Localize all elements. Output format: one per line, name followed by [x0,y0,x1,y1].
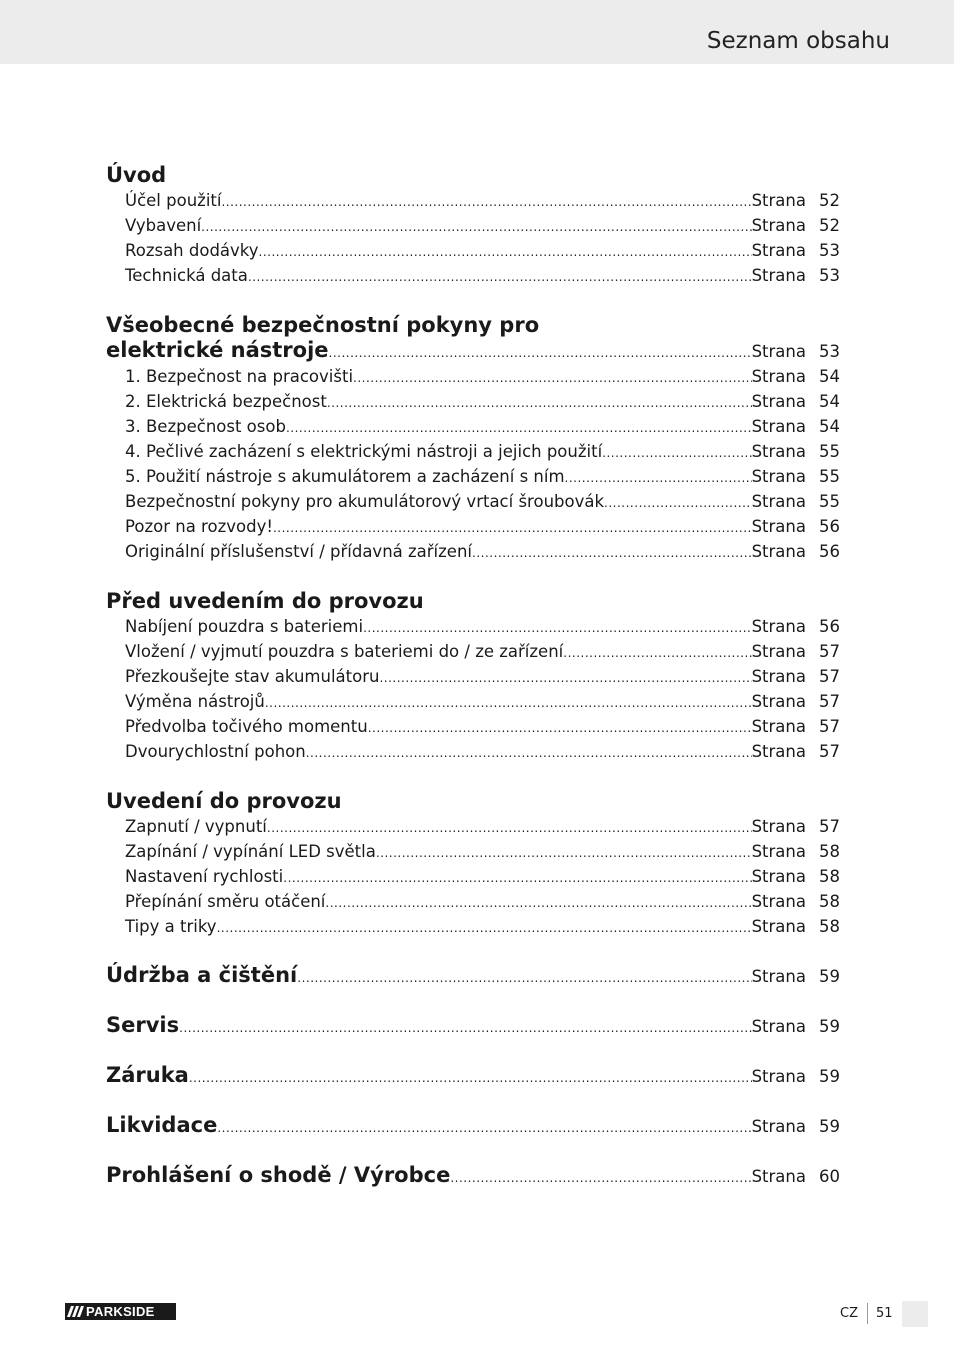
toc-section-likvidace [106,1113,840,1139]
toc-section-uvod [106,162,840,288]
toc-entry[interactable] [106,864,840,889]
toc-entry-label: Technická data [125,266,248,285]
dot-leader [327,391,752,416]
toc-entry-page: 53 [819,266,840,285]
strana-label: Strana [751,1017,806,1036]
section-heading: Všeobecné bezpečnostní pokyny pro [106,313,540,337]
toc-entry[interactable] [106,639,840,664]
dot-leader [353,366,752,391]
toc-entry[interactable] [106,889,840,914]
toc-entry[interactable] [106,414,840,439]
dot-leader [565,466,752,491]
dot-leader [363,616,752,641]
dot-leader [248,265,752,290]
toc-entry-label: Zapnutí / vypnutí [125,817,267,836]
toc-entry-label: Pozor na rozvody! [125,517,273,536]
section-heading: Záruka [106,1063,189,1087]
toc-entry-label: 4. Pečlivé zacházení s elektrickými nástroji a jejich použití [125,442,603,461]
strana-label: Strana [751,442,806,461]
page-title: Seznam obsahu [706,28,890,54]
section-heading: Údržba a čištění [106,963,298,987]
toc-entry-page: 59 [819,1117,840,1136]
toc-entry-page: 57 [819,642,840,661]
section-heading: Prohlášení o shodě / Výrobce [106,1163,451,1187]
toc-entry-label: Vložení / vyjmutí pouzdra s bateriemi do / ze zařízení [125,642,564,661]
strana-label: Strana [751,216,806,235]
toc-entry-label: Nastavení rychlosti [125,867,284,886]
dot-leader [325,891,751,916]
toc-section-bezpecnost [106,312,840,564]
toc-entry[interactable] [106,263,840,288]
strana-label: Strana [751,742,806,761]
page-number: 51 [876,1306,893,1321]
toc-entry-page: 59 [819,1017,840,1036]
toc-entry-page: 53 [819,342,840,361]
toc-entry[interactable] [106,489,840,514]
toc-entry-page: 56 [819,517,840,536]
toc-entry-page: 59 [819,1067,840,1086]
strana-label: Strana [751,617,806,636]
section-heading: Servis [106,1013,180,1037]
dot-leader [201,215,751,240]
toc-entry-page: 54 [819,367,840,386]
strana-label: Strana [751,667,806,686]
strana-label: Strana [751,867,806,886]
toc-entry-page: 57 [819,717,840,736]
dot-leader [217,1116,751,1141]
strana-label: Strana [751,392,806,411]
toc-entry[interactable] [106,213,840,238]
toc-entry-page: 58 [819,867,840,886]
dot-leader [221,190,751,215]
strana-label: Strana [751,492,806,511]
footer-divider [867,1303,868,1324]
strana-label: Strana [751,241,806,260]
dot-leader [306,741,752,766]
dot-leader [376,841,752,866]
toc-section-uvedeni [106,788,840,939]
strana-label: Strana [751,266,806,285]
toc-entry[interactable] [106,664,840,689]
strana-label: Strana [751,717,806,736]
section-heading: Likvidace [106,1113,218,1137]
toc-entry-page: 58 [819,892,840,911]
section-heading: Uvedení do provozu [106,789,342,813]
toc-section-prohlaseni [106,1163,840,1189]
toc-entry-page: 56 [819,542,840,561]
toc-entry-page: 56 [819,617,840,636]
dot-leader [379,666,751,691]
toc-entry[interactable] [106,464,840,489]
toc-entry[interactable] [106,814,840,839]
toc-entry-heading[interactable] [106,1063,840,1089]
toc-entry-page: 58 [819,842,840,861]
toc-entry-page: 55 [819,442,840,461]
dot-leader [450,1166,751,1191]
dot-leader [273,516,752,541]
toc-entry-label: 2. Elektrická bezpečnost [125,392,327,411]
dot-leader [179,1016,751,1041]
toc-entry[interactable] [106,364,840,389]
toc-section-zaruka [106,1063,840,1089]
dot-leader [267,816,752,841]
toc-entry[interactable] [106,739,840,764]
toc-entry-page: 53 [819,241,840,260]
toc-entry-page: 54 [819,417,840,436]
language-code: CZ [840,1306,858,1321]
dot-leader [189,1066,752,1091]
toc-entry-page: 60 [819,1167,840,1186]
toc-entry-label: Nabíjení pouzdra s bateriemi [125,617,364,636]
dot-leader [604,491,752,516]
dot-leader [265,691,752,716]
dot-leader [217,916,752,941]
strana-label: Strana [751,367,806,386]
dot-leader [563,641,751,666]
toc-section-udrzba [106,963,840,989]
toc-entry[interactable] [106,714,840,739]
strana-label: Strana [751,1067,806,1086]
strana-label: Strana [751,842,806,861]
toc-entry-label: Zapínání / vypínání LED světla [125,842,376,861]
toc-entry-page: 55 [819,467,840,486]
toc-entry-page: 52 [819,191,840,210]
strana-label: Strana [751,1167,806,1186]
strana-label: Strana [751,191,806,210]
dot-leader [286,416,752,441]
parkside-logo [65,1303,176,1320]
dot-leader [368,716,752,741]
toc-entry-label: Dvourychlostní pohon [125,742,306,761]
strana-label: Strana [751,517,806,536]
toc-entry[interactable] [106,389,840,414]
section-heading-continued: elektrické nástroje [106,338,329,362]
toc-entry[interactable] [106,238,840,263]
brand-name: PARKSIDE [86,1304,155,1319]
section-heading: Úvod [106,163,167,187]
toc-entry[interactable] [106,514,840,539]
strana-label: Strana [751,967,806,986]
toc-entry-label: 5. Použití nástroje s akumulátorem a zacházení s ním [125,467,565,486]
toc-entry-page: 57 [819,692,840,711]
toc-entry-label: Rozsah dodávky [125,241,259,260]
strana-label: Strana [751,342,806,361]
toc-entry-page: 59 [819,967,840,986]
toc-section-pred-uvedenim [106,588,840,764]
toc-entry-page: 52 [819,216,840,235]
footer-tab-marker [902,1301,928,1327]
dot-leader [283,866,751,891]
strana-label: Strana [751,642,806,661]
table-of-contents [106,162,840,1213]
dot-leader [259,240,752,265]
toc-entry-page: 54 [819,392,840,411]
toc-entry-label: Výměna nástrojů [125,692,265,711]
dot-leader [329,341,752,366]
toc-entry[interactable] [106,539,840,564]
toc-entry-heading[interactable] [106,338,840,364]
toc-entry[interactable] [106,914,840,939]
strana-label: Strana [751,817,806,836]
strana-label: Strana [751,692,806,711]
toc-entry[interactable] [106,839,840,864]
header-band [0,0,954,64]
toc-entry-page: 58 [819,917,840,936]
toc-entry-page: 57 [819,742,840,761]
strana-label: Strana [751,467,806,486]
dot-leader [472,541,752,566]
toc-entry[interactable] [106,614,840,639]
toc-entry-heading[interactable] [106,1013,840,1039]
toc-entry-page: 57 [819,817,840,836]
toc-entry-label: Originální příslušenství / přídavná zařízení [125,542,472,561]
toc-entry-label: 1. Bezpečnost na pracovišti [125,367,354,386]
toc-entry-label: Tipy a triky [125,917,217,936]
strana-label: Strana [751,417,806,436]
dot-leader [602,441,751,466]
strana-label: Strana [751,892,806,911]
toc-entry[interactable] [106,689,840,714]
toc-entry-label: Bezpečnostní pokyny pro akumulátorový vrtací šroubovák [125,492,605,511]
toc-entry-page: 55 [819,492,840,511]
toc-entry-page: 57 [819,667,840,686]
toc-entry[interactable] [106,439,840,464]
dot-leader [297,966,751,991]
toc-entry-heading[interactable] [106,1113,840,1139]
toc-entry-label: Vybavení [125,216,202,235]
strana-label: Strana [751,1117,806,1136]
toc-entry-label: 3. Bezpečnost osob [125,417,286,436]
toc-entry-label: Přezkoušejte stav akumulátoru [125,667,380,686]
logo-stripes-icon [67,1306,84,1317]
toc-entry[interactable] [106,188,840,213]
strana-label: Strana [751,917,806,936]
section-heading: Před uvedením do provozu [106,589,424,613]
toc-entry-heading[interactable] [106,963,840,989]
strana-label: Strana [751,542,806,561]
toc-entry-label: Předvolba točivého momentu [125,717,368,736]
toc-entry-heading[interactable] [106,1163,840,1189]
toc-entry-label: Přepínání směru otáčení [125,892,326,911]
toc-entry-label: Účel použití [125,191,222,210]
toc-section-servis [106,1013,840,1039]
